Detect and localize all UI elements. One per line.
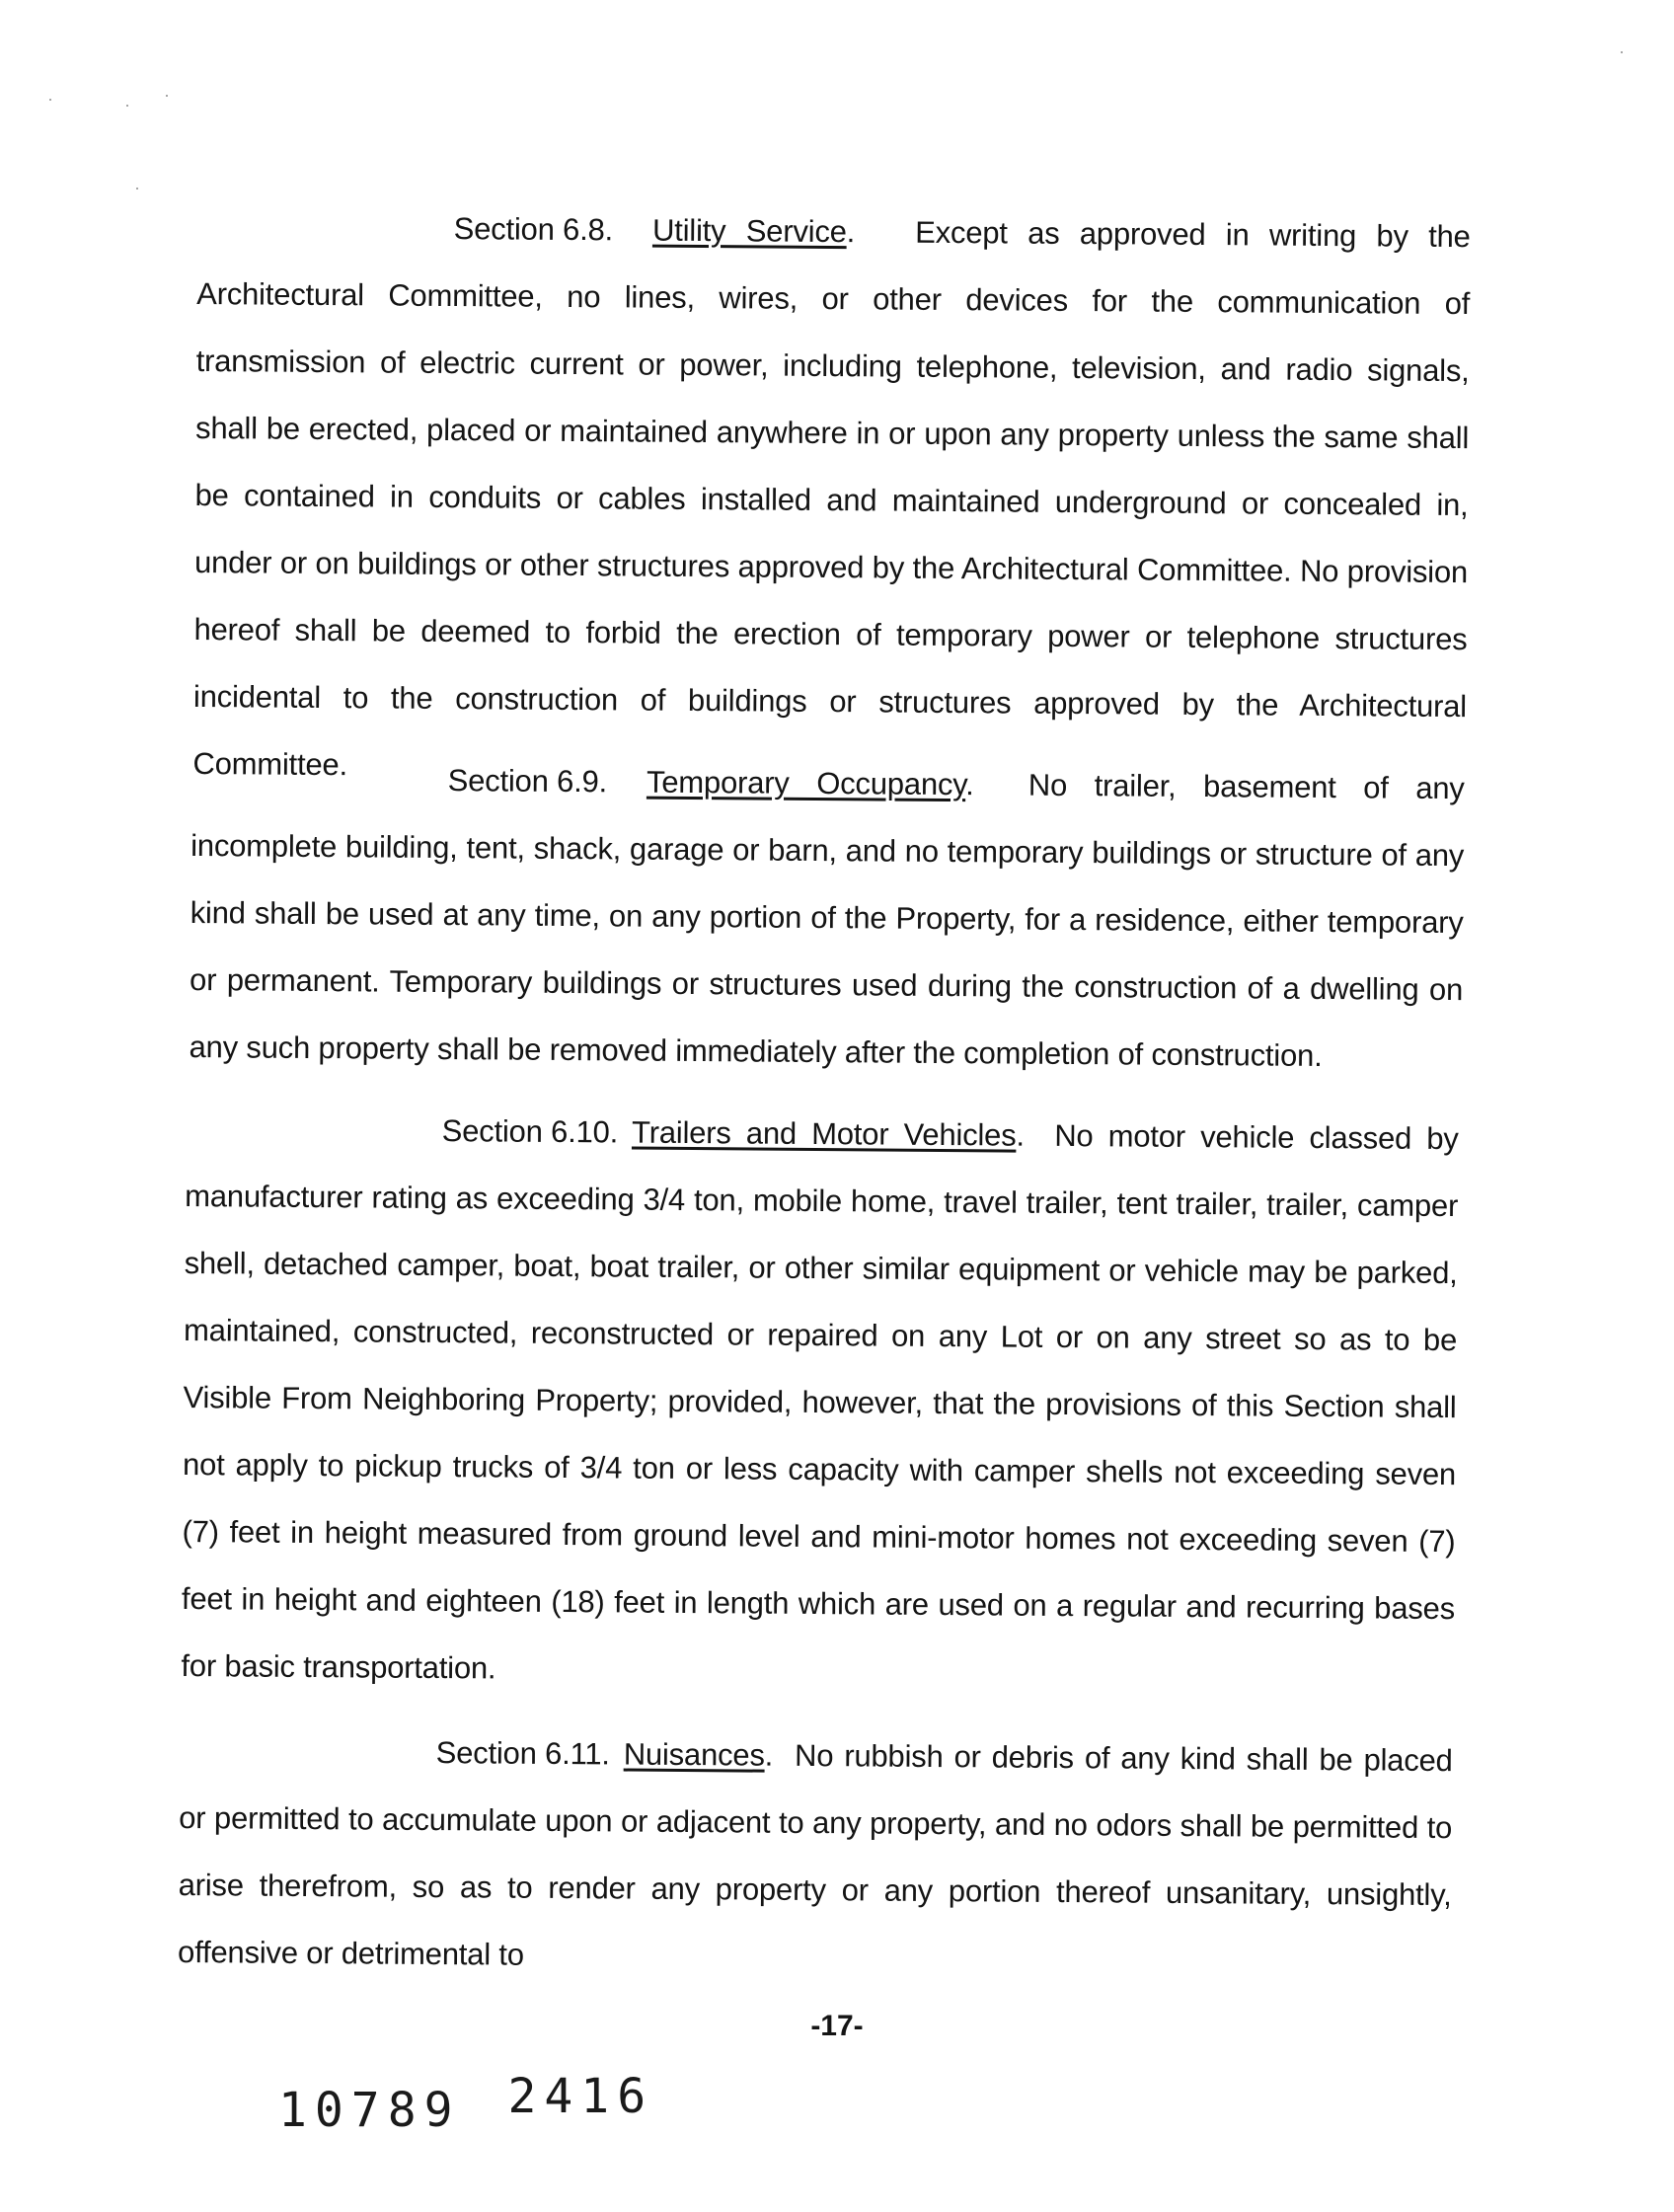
heading-period: . bbox=[764, 1737, 796, 1773]
section-body: No motor vehicle classed by manufacturer rating as exceeding 3/4 ton, mobile home, travel trailer, tent trailer, trailer, camper shell, detached camper, boat, boat trailer, or other similar equipment or vehicle may be parked, maintained, constructed, reconstructed or repaired on any Lot or on any street so as to be Visible From Neighboring Property; provided, however, that the provisions of this Section shall not apply to pickup trucks of 3/4 ton or less capacity with camper shells not exceeding seven (7) feet in height measured from ground level and mini-motor homes not exceeding seven (7) feet in height and eighteen (18) feet in length which are used on a regular and recurring bases for basic transportation. bbox=[181, 1117, 1459, 1686]
heading-period: . bbox=[846, 214, 916, 250]
section-heading: Utility Service bbox=[651, 212, 847, 250]
section-heading: Nuisances bbox=[623, 1736, 765, 1773]
section-heading: Trailers and Motor Vehicles bbox=[631, 1114, 1017, 1153]
section-body: No rubbish or debris of any kind shall be placed or permitted to accumulate upon or adjacent to any property, and no odors shall be permitted to arise therefrom, so as to render any property or any portion thereof unsanitary, unsightly, offensive or detrimental to bbox=[177, 1737, 1453, 1972]
scan-speck bbox=[136, 188, 138, 190]
scan-speck bbox=[166, 95, 168, 97]
scan-speck bbox=[49, 99, 51, 101]
scan-speck bbox=[126, 105, 128, 107]
section-6-8 bbox=[192, 193, 1471, 807]
recording-page-number: 2416 bbox=[507, 2069, 654, 2124]
section-number: Section 6.9. bbox=[447, 763, 608, 800]
section-number: Section 6.8. bbox=[453, 211, 614, 248]
section-number: Section 6.11. bbox=[435, 1735, 610, 1772]
recording-book-number: 10789 bbox=[278, 2083, 461, 2138]
section-body: Except as approved in writing by the Architectural Committee, no lines, wires, or other devices for the communication of transmission of electric current or power, including telephone, television, and radio signals, shall be erected, placed or maintained anywhere in or upon any property unless the same shall be contained in conduits or cables installed and maintained underground or concealed in, under or on buildings or other structures approved by the Architectural Committee. No provision hereof shall be deemed to forbid the erection of temporary power or telephone structures incidental to the construction of buildings or structures approved by the Architectural Committee. bbox=[192, 214, 1471, 783]
section-number: Section 6.10. bbox=[441, 1113, 619, 1150]
scan-speck bbox=[1621, 51, 1623, 53]
page-number: -17- bbox=[810, 2010, 864, 2042]
section-body: No trailer, basement of any incomplete building, tent, shack, garage or barn, and no temporary buildings or structure of any kind shall be used at any time, on any portion of the Property, for a residence, either temporary or permanent. Temporary buildings or structures used during the construction of a dwelling on any such property shall be removed immediately after the completion of construction. bbox=[189, 767, 1465, 1074]
heading-period: . bbox=[1016, 1117, 1055, 1153]
recording-stamp bbox=[278, 2069, 654, 2138]
section-6-11 bbox=[178, 1717, 1453, 1996]
section-6-10 bbox=[181, 1096, 1459, 1710]
section-heading: Temporary Occupancy bbox=[646, 764, 966, 802]
heading-period: . bbox=[965, 767, 1029, 802]
section-6-9 bbox=[189, 745, 1465, 1091]
